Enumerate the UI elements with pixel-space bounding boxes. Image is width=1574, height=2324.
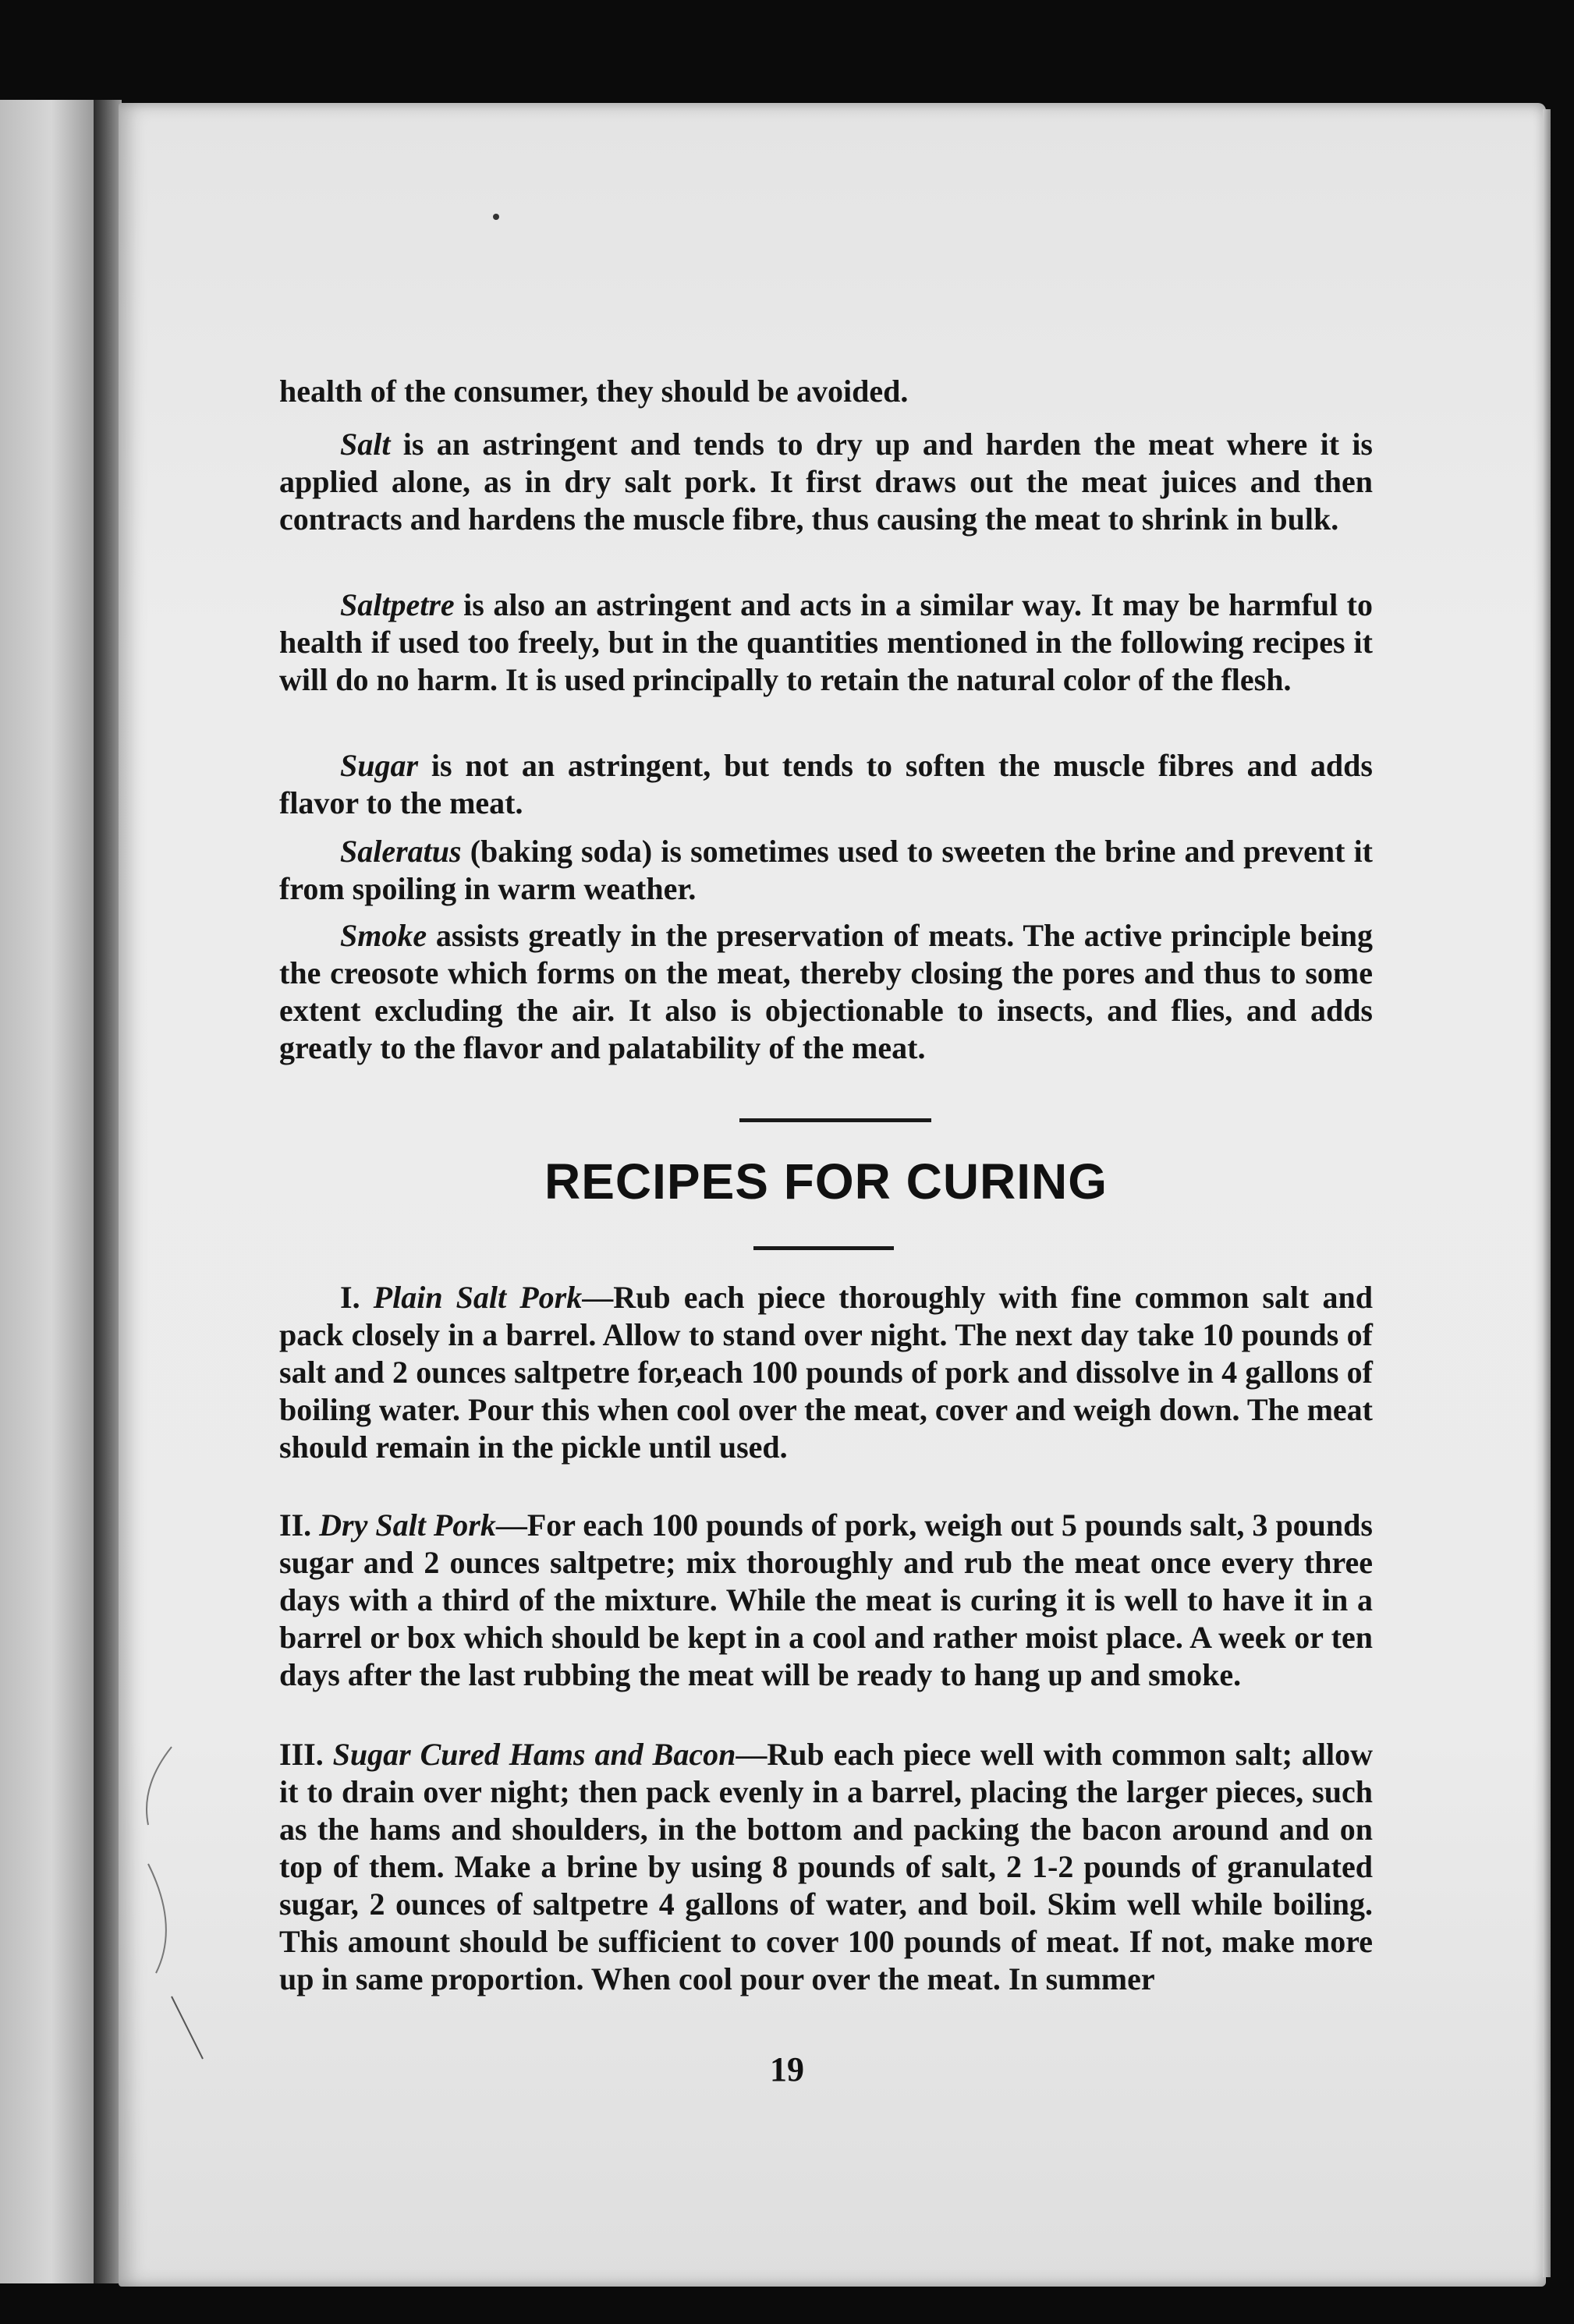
heading-rule-bottom xyxy=(753,1246,894,1250)
recipe-plain-salt-pork xyxy=(279,1279,1373,1466)
recipe-title: Plain Salt Pork xyxy=(373,1280,583,1315)
page-number: 19 xyxy=(770,2050,804,2088)
recipe-title: Sugar Cured Hams and Bacon xyxy=(332,1737,736,1772)
ingredient-text: (baking soda) is sometimes used to sweeten the brine and prevent it from spoiling in warm weather. xyxy=(279,834,1373,906)
recipe-text: —Rub each piece well with common salt; allow it to drain over night; then pack evenly in a barrel, placing the larger pieces, such as the hams and shoulders, in the bottom and packing the bacon around and on top of them. Make a brine by using 8 pounds of salt, 2 1-2 pounds of granulated sugar, 2 ounces of saltpetre 4 gallons of water, and boil. Skim well while boiling. This amount should be sufficient to cover 100 pounds of meat. If not, make more up in same proportion. When cool pour over the meat. In summer xyxy=(279,1737,1374,1996)
ingredient-paragraph-sugar xyxy=(279,747,1373,822)
heading-rule-top xyxy=(739,1118,931,1122)
ingredient-term: Salt xyxy=(340,427,391,462)
ingredient-term: Saleratus xyxy=(340,834,462,869)
ingredient-text: assists greatly in the preservation of meats. The active principle being the creosote which forms on the meat, thereby closing the pores and thus to some extent excluding the air. It also is objectionable to insects, and flies, and adds greatly to the flavor and palatability of the meat. xyxy=(279,918,1373,1065)
ingredient-paragraph-smoke xyxy=(279,917,1373,1067)
recipe-title: Dry Salt Pork xyxy=(319,1507,496,1543)
recipe-sugar-cured-hams xyxy=(279,1736,1373,1998)
ingredient-text: is an astringent and tends to dry up and harden the meat where it is applied alone, as in dry salt pork. It first draws out the meat juices and then contracts and hardens the muscle fibre, thus causing the meat to shrink in bulk. xyxy=(279,427,1373,537)
ingredient-paragraph-saltpetre xyxy=(279,586,1373,699)
ingredient-term: Saltpetre xyxy=(340,587,455,622)
continuation-text: health of the consumer, they should be avoided. xyxy=(279,374,909,409)
recipe-text: —For each 100 pounds of pork, weigh out 5 pounds salt, 3 pounds sugar and 2 ounces saltpetre; mix thoroughly and rub the meat once every three days with a third of the mixture. While the meat is curing it is well to have it in a barrel or box which should be kept in a cool and rather moist place. A week or ten days after the last rubbing the meat will be ready to hang up and smoke. xyxy=(279,1507,1373,1692)
recipe-dry-salt-pork xyxy=(279,1507,1373,1694)
ingredient-text: is also an astringent and acts in a similar way. It may be harmful to health if used too freely, but in the quantities mentioned in the following recipes it will do no harm. It is used principally to retain the natural color of the flesh. xyxy=(279,587,1373,697)
recipe-number: II. xyxy=(279,1507,312,1543)
recipe-text: —Rub each piece thoroughly with fine common salt and pack closely in a barrel. Allow to stand over night. The next day take 10 pounds of salt and 2 ounces saltpetre for,each 100 pounds of pork and dissolve in 4 gallons of boiling water. Pour this when cool over the meat, cover and weigh down. The meat should remain in the pickle until used. xyxy=(279,1280,1374,1465)
ingredient-paragraph-salt xyxy=(279,426,1373,538)
ingredient-term: Sugar xyxy=(340,748,419,783)
pencil-margin-mark xyxy=(125,1739,218,2067)
previous-page-edge xyxy=(0,100,94,2283)
ingredient-term: Smoke xyxy=(340,918,427,953)
recipe-number: I. xyxy=(340,1280,360,1315)
section-heading: RECIPES FOR CURING xyxy=(544,1153,1108,1210)
recipe-number: III. xyxy=(279,1737,324,1772)
book-gutter xyxy=(94,100,122,2283)
ingredient-paragraph-saleratus xyxy=(279,833,1373,908)
ingredient-text: is not an astringent, but tends to soften the muscle fibres and adds flavor to the meat. xyxy=(279,748,1373,820)
page-fore-edge xyxy=(1543,109,1551,2277)
ink-speck xyxy=(493,214,499,220)
